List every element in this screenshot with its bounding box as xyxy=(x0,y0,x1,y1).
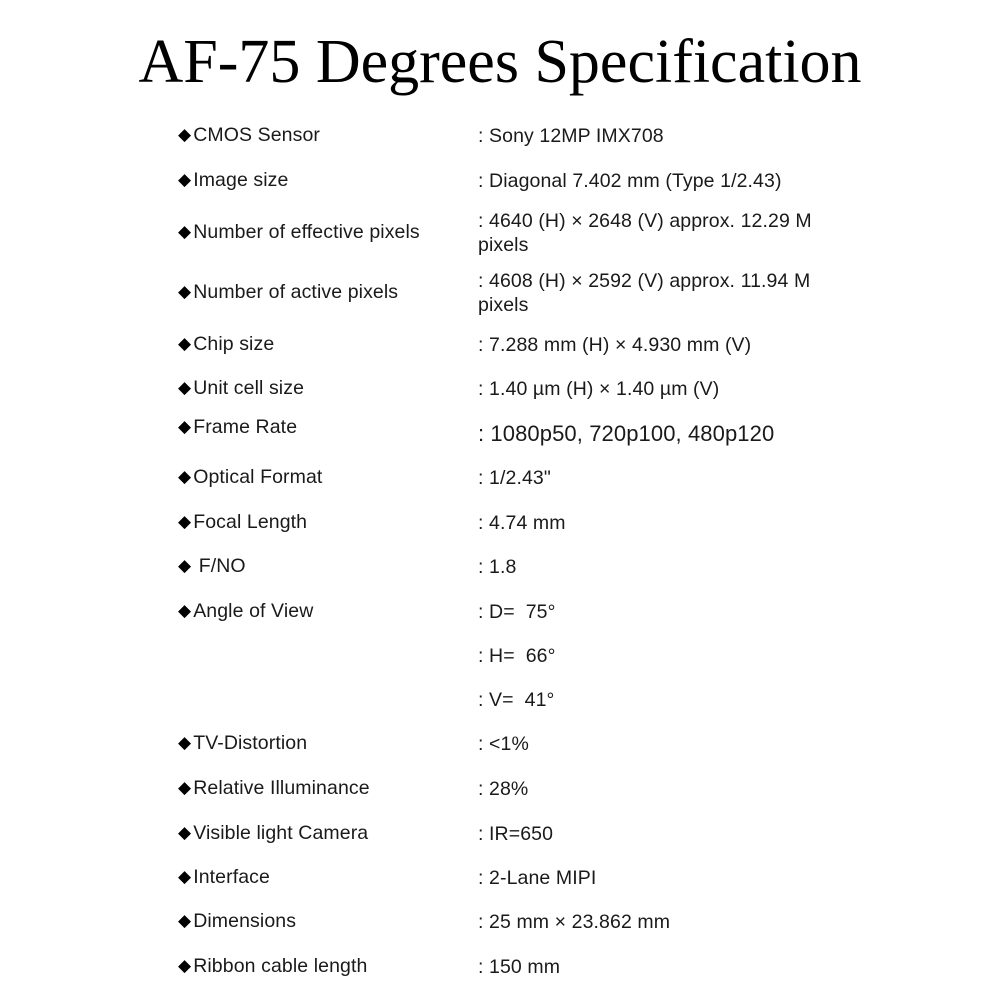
spec-label: Number of active pixels xyxy=(193,281,399,303)
spec-label: Ribbon cable length xyxy=(193,955,368,977)
spec-label: Number of effective pixels xyxy=(193,221,420,243)
spec-value: : 2-Lane MIPI xyxy=(478,867,597,889)
spec-value: : Sony 12MP IMX708 xyxy=(478,125,664,147)
diamond-bullet-icon: ◆ xyxy=(178,512,192,531)
spec-label: Unit cell size xyxy=(193,377,305,399)
diamond-bullet-icon: ◆ xyxy=(178,911,192,930)
spec-label: Angle of View xyxy=(193,600,314,622)
spec-value: : 150 mm xyxy=(478,956,561,978)
diamond-bullet-icon: ◆ xyxy=(178,823,192,842)
spec-label: Focal Length xyxy=(193,511,308,533)
diamond-bullet-icon: ◆ xyxy=(178,222,192,241)
spec-table xyxy=(178,0,858,1000)
spec-label: Optical Format xyxy=(193,466,323,488)
spec-value: : 4640 (H) × 2648 (V) approx. 12.29 M pixels xyxy=(478,210,812,256)
spec-label: Relative Illuminance xyxy=(193,777,370,799)
spec-value: : 1.40 µm (H) × 1.40 µm (V) xyxy=(478,378,720,400)
spec-value: : V= 41° xyxy=(478,689,555,711)
spec-value: : 7.288 mm (H) × 4.930 mm (V) xyxy=(478,334,752,356)
spec-value: : 1.8 xyxy=(478,556,517,578)
diamond-bullet-icon: ◆ xyxy=(178,170,192,189)
spec-value: : H= 66° xyxy=(478,645,556,667)
spec-label: Dimensions xyxy=(193,910,297,932)
spec-label: Visible light Camera xyxy=(193,822,369,844)
diamond-bullet-icon: ◆ xyxy=(178,467,192,486)
spec-value: : 1080p50, 720p100, 480p120 xyxy=(478,421,775,446)
spec-label: Interface xyxy=(193,866,270,888)
diamond-bullet-icon: ◆ xyxy=(178,601,192,620)
diamond-bullet-icon: ◆ xyxy=(178,556,192,575)
spec-value: : 4608 (H) × 2592 (V) approx. 11.94 M pixels xyxy=(478,270,811,316)
spec-value: : 1/2.43" xyxy=(478,467,551,489)
spec-value: : <1% xyxy=(478,733,529,755)
spec-label: Frame Rate xyxy=(193,416,298,438)
spec-value: : Diagonal 7.402 mm (Type 1/2.43) xyxy=(478,170,782,192)
spec-label: CMOS Sensor xyxy=(193,124,320,146)
spec-value: : 25 mm × 23.862 mm xyxy=(478,911,671,933)
diamond-bullet-icon: ◆ xyxy=(178,867,192,886)
diamond-bullet-icon: ◆ xyxy=(178,417,192,436)
diamond-bullet-icon: ◆ xyxy=(178,334,192,353)
diamond-bullet-icon: ◆ xyxy=(178,733,192,752)
page-title: AF-75 Degrees Specification xyxy=(138,28,862,96)
diamond-bullet-icon: ◆ xyxy=(178,378,192,397)
spec-value: : 4.74 mm xyxy=(478,512,566,534)
diamond-bullet-icon: ◆ xyxy=(178,125,192,144)
spec-value: : IR=650 xyxy=(478,823,554,845)
diamond-bullet-icon: ◆ xyxy=(178,956,192,975)
spec-label: Image size xyxy=(193,169,289,191)
diamond-bullet-icon: ◆ xyxy=(178,282,192,301)
spec-label: Chip size xyxy=(193,333,275,355)
diamond-bullet-icon: ◆ xyxy=(178,778,192,797)
spec-label: F/NO xyxy=(193,555,246,577)
spec-value: : 28% xyxy=(478,778,529,800)
spec-value: : D= 75° xyxy=(478,601,556,623)
spec-label: TV-Distortion xyxy=(193,732,308,754)
